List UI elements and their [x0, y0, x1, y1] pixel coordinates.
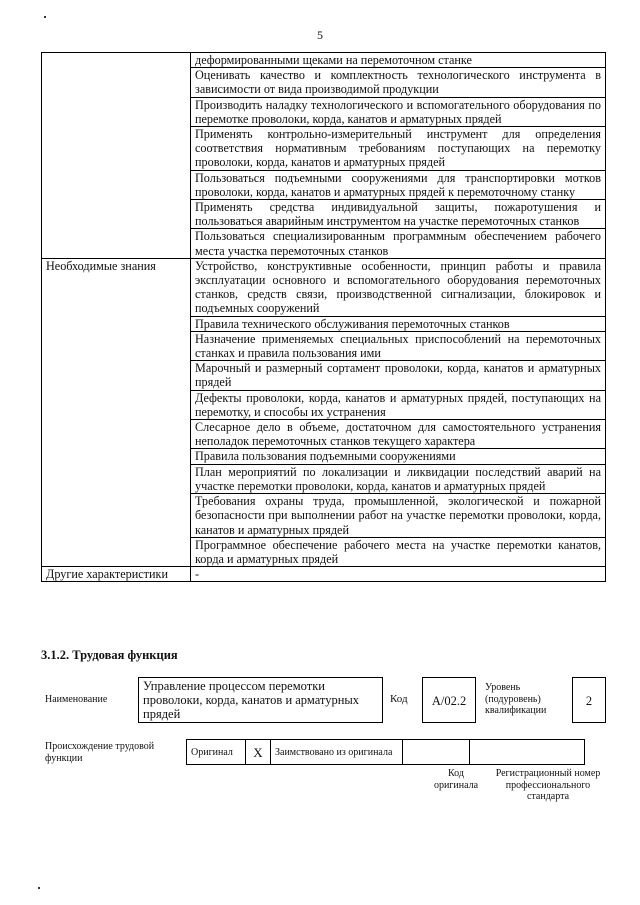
knowledge-cell: Дефекты проволоки, корда, канатов и арматурных прядей, поступающих на перемотку, и способы их устранения — [191, 390, 606, 419]
original-code-cell — [403, 740, 470, 765]
skill-cell: Применять контрольно-измерительный инструмент для определения соответствия нормативным требованиям поступающих на перемотку проволоки, корда, канатов и арматурных прядей — [191, 127, 606, 171]
skill-cell: Пользоваться специализированным программным обеспечением рабочего места участка перемоточных станков — [191, 229, 606, 258]
knowledge-cell: Требования охраны труда, промышленной, экологической и пожарной безопасности при выполнении работ на участке перемотки проволоки, корда, канатов и арматурных прядей — [191, 494, 606, 538]
other-value: - — [191, 567, 606, 582]
original-mark: X — [246, 740, 271, 765]
code-caption: Код оригинала — [433, 768, 479, 791]
knowledge-cell: Марочный и размерный сортамент проволоки, корда, канатов и арматурных прядей — [191, 361, 606, 390]
skill-cell: деформированными щеками на перемоточном станке — [191, 53, 606, 68]
knowledge-cell: План мероприятий по локализации и ликвидации последствий аварий на участке перемотки проволоки, корда, канатов и арматурных прядей — [191, 464, 606, 493]
table-row — [187, 740, 585, 765]
knowledge-cell: Правила технического обслуживания перемоточных станков — [191, 316, 606, 331]
knowledge-cell: Слесарное дело в объеме, достаточном для самостоятельного устранения неполадок перемоточных станков текущего характера — [191, 420, 606, 449]
section-title: 3.1.2. Трудовая функция — [41, 648, 178, 662]
skills-knowledge-table — [41, 52, 606, 582]
reg-caption: Регистрационный номер профессионального стандарта — [495, 768, 601, 802]
knowledge-cell: Программное обеспечение рабочего места на участке перемотки канатов, корда и арматурных прядей — [191, 537, 606, 566]
knowledge-cell: Устройство, конструктивные особенности, принцип работы и правила эксплуатации основного и вспомогательного оборудования перемоточных станков, средств связи, производственной сигнализации, блокировок и подъемных сооружений — [191, 258, 606, 316]
code-label: Код — [390, 693, 408, 705]
name-value: Управление процессом перемотки проволоки, корда, канатов и арматурных прядей — [143, 679, 360, 721]
skill-cell: Производить наладку технологического и вспомогательного оборудования по перемотке проволоки, корда, канатов и арматурных прядей — [191, 97, 606, 126]
skill-cell: Применять средства индивидуальной защиты, пожаротушения и пользоваться аварийным инструментом на участке перемоточных станков — [191, 200, 606, 229]
page-number: 5 — [317, 28, 323, 42]
skills-label-cell — [42, 53, 191, 259]
name-label: Наименование — [45, 694, 108, 705]
reg-number-cell — [470, 740, 585, 765]
knowledge-cell: Правила пользования подъемными сооружениями — [191, 449, 606, 464]
skill-cell: Пользоваться подъемными сооружениями для транспортировки мотков проволоки, корда, канатов и арматурных прядей к перемоточному станку — [191, 170, 606, 199]
level-value: 2 — [585, 694, 593, 708]
knowledge-label: Необходимые знания — [42, 258, 191, 566]
code-value: А/02.2 — [431, 694, 467, 708]
origin-label: Происхождение трудовой функции — [45, 741, 155, 764]
knowledge-cell: Назначение применяемых специальных приспособлений на перемоточных станках и правила пользования ими — [191, 331, 606, 360]
scan-speck — [38, 887, 40, 889]
skill-cell: Оценивать качество и комплектность технологического инструмента в зависимости от вида производимой продукции — [191, 68, 606, 97]
other-label: Другие характеристики — [42, 567, 191, 582]
original-label: Оригинал — [187, 740, 246, 765]
borrowed-label: Заимствовано из оригинала — [271, 740, 403, 765]
origin-table — [186, 739, 585, 765]
table-row — [42, 53, 606, 68]
level-label: Уровень (подуровень) квалификации — [485, 682, 547, 716]
scan-speck — [44, 16, 46, 18]
table-row — [42, 567, 606, 582]
table-row — [42, 258, 606, 316]
